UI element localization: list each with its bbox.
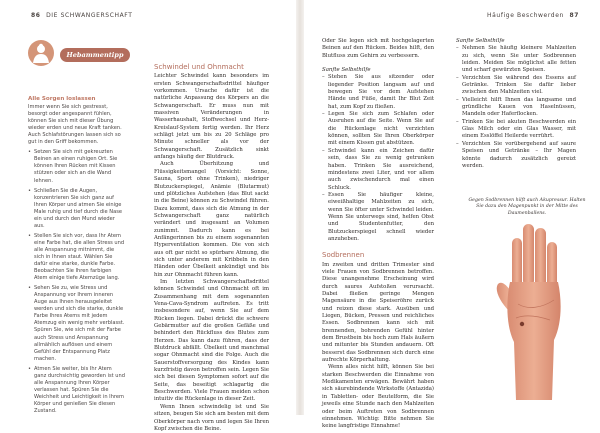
image-caption: Gegen Sodbrennen hilft auch Akupressur. Halten Sie dazu den Magenpunkt in der Mitte des Daumenballens. — [468, 198, 586, 216]
tip-item: • Stellen Sie sich vor, dass Ihr Atem eine Farbe hat, die allen Stress und alle Anspannung mitnimmt, die sich in Ihnen staut. Wählen Sie dafür eine starke, dunkle Farbe. Beobachten Sie Ihren farbigen Atem einige tiefe Atemzüge lang. — [28, 233, 125, 282]
left-page-number: 86 — [31, 12, 41, 19]
self-help-title: Sanfte Selbsthilfe — [456, 38, 505, 44]
body-paragraph: Oder Sie legen sich mit hochgelagerten Beinen auf den Rücken. Beides hilft, den Blutfluss zum Gehirn zu verbessern. — [322, 38, 434, 59]
section-title-schwindel: Schwindel und Ohnmacht — [154, 63, 244, 71]
self-help-item: – Schwindel kann ein Zeichen dafür sein, dass Sie zu wenig getrunken haben. Trinken Sie ausreichend, mindestens zwei Liter, und vor allem auch zwischendurch mal einen Schluck. — [322, 148, 434, 192]
hebammentipp-badge: Hebammentipp — [60, 48, 130, 62]
self-help-list — [456, 45, 576, 170]
tip-item: • Schließen Sie die Augen, konzentrieren Sie sich ganz auf Ihren Körper und atmen Sie einige Male ruhig und tief durch die Nase ein und durch den Mund wieder aus. — [28, 188, 125, 230]
schwindel-section — [154, 64, 269, 433]
book-gutter — [296, 0, 304, 415]
right-column-1 — [322, 38, 434, 431]
self-help-title: Sanfte Selbsthilfe — [322, 67, 371, 74]
self-help-item: – Legen Sie sich zum Schlafen oder Ausruhen auf die Seite. Wenn Sie auf die Rückenlage nicht verzichten können, sollten Sie Ihren Oberkörper mit einem Kissen gut abstützen. — [322, 111, 434, 148]
body-paragraph: Wenn Ihnen schwindelig ist und Sie sitzen, beugen Sie sich am besten mit dem Oberkörper nach vorn und legen Sie Ihren Kopf zwischen die Beine. — [154, 403, 269, 432]
self-help-item: – Verzichten Sie während des Essens auf Getränke. Trinken Sie dafür lieber zwischen den Mahlzeiten viel. — [456, 75, 576, 97]
left-running-head — [28, 12, 133, 19]
body-paragraph: Im letzten Schwangerschaftsdrittel können Schwindel und Ohnmacht oft im Zusammenhang mit dem sogenannten Vena-Cava-Syndrom auftreten. Es tritt insbesondere auf, wenn Sie auf dem Rücken liegen. Dabei drückt die schwere Gebärmutter auf die großen Gefäße und behindert den Rückfluss des Blutes zum Herzen. Das kann dazu führen, dass der Blutdruck abfällt. Übelkeit und manchmal sogar Ohnmacht sind die Folge. Auch die Sauerstoffversorgung des Kindes kann kurzfristig davon betroffen sein. Legen Sie sich bei diesen Symptomen sofort auf die Seite, das beseitigt schlagartig die Beschwerden. Viele Frauen meiden schon intuitiv die Rückenlage in dieser Zeit. — [154, 278, 269, 403]
body-paragraph: Wenn alles nicht hilft, können Sie bei starken Beschwerden die Einnahme von Medikamenten erwägen. Bewährt haben sich säurebindende Wirkstoffe (Antazida) in Tabletten- oder Beutelform, die Sie jeweils eine Stunde nach den Mahlzeiten oder beim Auftreten von Sodbrennen einnehmen. Wichtig: Bitte nehmen Sie keine langfristige Einnahme! — [322, 364, 434, 430]
self-help-list — [322, 74, 434, 243]
self-help-item: – Trinken Sie bei akuten Beschwerden ein Glas Milch oder ein Glas Wasser, mit einem Esslöffel Heilerde verrührt. — [456, 119, 576, 141]
tip-item: • Sehen Sie zu, wie Stress und Anspannung vor Ihrem inneren Auge aus Ihnen herausgeleitet werden und sich die starke, dunkle Farbe Ihres Atems mit jedem Atemzug ein wenig mehr verblasst. Spüren Sie, wie sich mit der Farbe auch Stress und Anspannung allmählich auflösen und einem Gefühl der Entspannung Platz machen. — [28, 285, 125, 363]
right-column-2 — [456, 38, 576, 170]
left-page — [0, 0, 296, 432]
hebamme-circle-icon — [28, 40, 54, 66]
tip-item: • Setzen Sie sich mit gekreuzten Beinen an einen ruhigen Ort. Sie können Ihren Rücken mit Kissen stützen oder sich an die Wand lehnen. — [28, 149, 125, 184]
self-help-item: – Vielleicht hilft Ihnen das langsame und gründliche Kauen von Haselnüssen, Mandeln oder Haferflocken. — [456, 97, 576, 119]
right-head-title: Häufige Beschwerden — [487, 12, 564, 19]
body-paragraph: Im zweiten und dritten Trimester sind viele Frauen von Sodbrennen betroffen. Diese unangenehme Erscheinung wird durch saures Aufstoßen verursacht. Dabei fließen geringe Mengen Magensäure in die Speiseröhre zurück und reizen diese stark. Ausüben und Liegen, Bücken, Pressen und reichliches Essen. Sodbrennen kann sich mit brennenden, bohrenden Gefühl hinter dem Brustbein bis hoch zum Hals äußern und mitunter bis Stunden andauern. Oft besserst das Sodbrennen sich durch eine aufrechte Körperhaltung. — [322, 261, 434, 364]
self-help-item: – Verzichten Sie vorübergehend auf saure Speisen und Getränke – Ihr Magen könnte dadurch zusätzlich gereizt werden. — [456, 141, 576, 170]
tip-list — [28, 149, 125, 415]
tip-item: • Atmen Sie weiter, bis Ihr Atem ganz durchsichtig geworden ist und alle Anspannung Ihren Körper verlassen hat. Spüren Sie die Weichheit und Leichtigkeit in Ihrem Körper und genießen Sie diesen Zustand. — [28, 366, 125, 415]
tip-heading: Alle Sorgen loslassen — [28, 96, 96, 102]
right-running-head — [487, 12, 582, 19]
self-help-item: – Stehen Sie aus sitzender oder liegender Position langsam auf und bewegen Sie vor dem Aufstehen Hände und Füße, damit Ihr Blut Zeit hat, zum Kopf zu fließen. — [322, 74, 434, 111]
hand-acupressure-photo — [490, 220, 576, 400]
left-head-title: DIE SCHWANGERSCHAFT — [46, 12, 133, 19]
hebammentipp-box — [28, 38, 125, 415]
self-help-item: – Essen Sie häufiger kleine, eiweißhaltige Mahlzeiten zu sich, wenn Sie öfter unter Schwindel leiden. Wenn Sie unterwegs sind, helfen Obst und Studentenfutter, den Blutzuckerspiegel schnell wieder anzuheben. — [322, 192, 434, 243]
self-help-item: – Nehmen Sie häufig kleinere Mahlzeiten zu sich, wenn Sie unter Sodbrennen leiden. Meiden Sie möglichst alle fetten und scharf gewürzten Speisen. — [456, 45, 576, 74]
body-paragraph: Auch Überhitzung und Flüssigkeitsmangel (Vorsicht: Sonne, Sauna, Sport ohne Trinken), niedriger Blutzuckerspiegel, Anämie (Blutarmut) und plötzliches Aufstehen (das Blut sackt in die Beine) können zu Schwindel führen. Dazu kommt, dass sich die Atmung in der Schwangerschaft ganz natürlich verändert und insgesamt an Volumen zunimmt. Dadurch kann es bei Anfängerinnen bis zu einem sogenannten Hyperventilation kommen. Die von sich aus oft gar nicht so spürbare Atmung, die sich unter anderem mit Kribbeln in den Händen oder Übelkeit ankündigt und bis hin zur Ohnmacht führen kann. — [154, 161, 269, 278]
right-page — [304, 0, 600, 430]
tip-intro: Immer wenn Sie sich gestresst, besorgt oder angespannt fühlen, können Sie sich mit dieser Übung wieder erden und neue Kraft tanken. Auch Schlafstörungen lassen sich so gut in den Griff bekommen. — [28, 104, 122, 146]
hand-illustration — [490, 220, 576, 400]
right-page-number: 87 — [569, 12, 579, 19]
body-paragraph: Leichter Schwindel kann besonders im ersten Schwangerschaftsdrittel häufiger vorkommen. Ursache dafür ist die natürliche Anpassung des Körpers an die Schwangerschaft. Er muss nun mit massiven Veränderungen in Wasserhaushalt, Stoffwechsel und Herz-Kreislauf-System fertig werden. Ihr Herz schlägt jetzt um bis zu 20 Schläge pro Minute schneller als vor der Schwangerschaft. Zusätzlich sinkt anfangs häufig der Blutdruck. — [154, 73, 269, 161]
section-title-sodbrennen: Sodbrennen — [322, 251, 365, 260]
